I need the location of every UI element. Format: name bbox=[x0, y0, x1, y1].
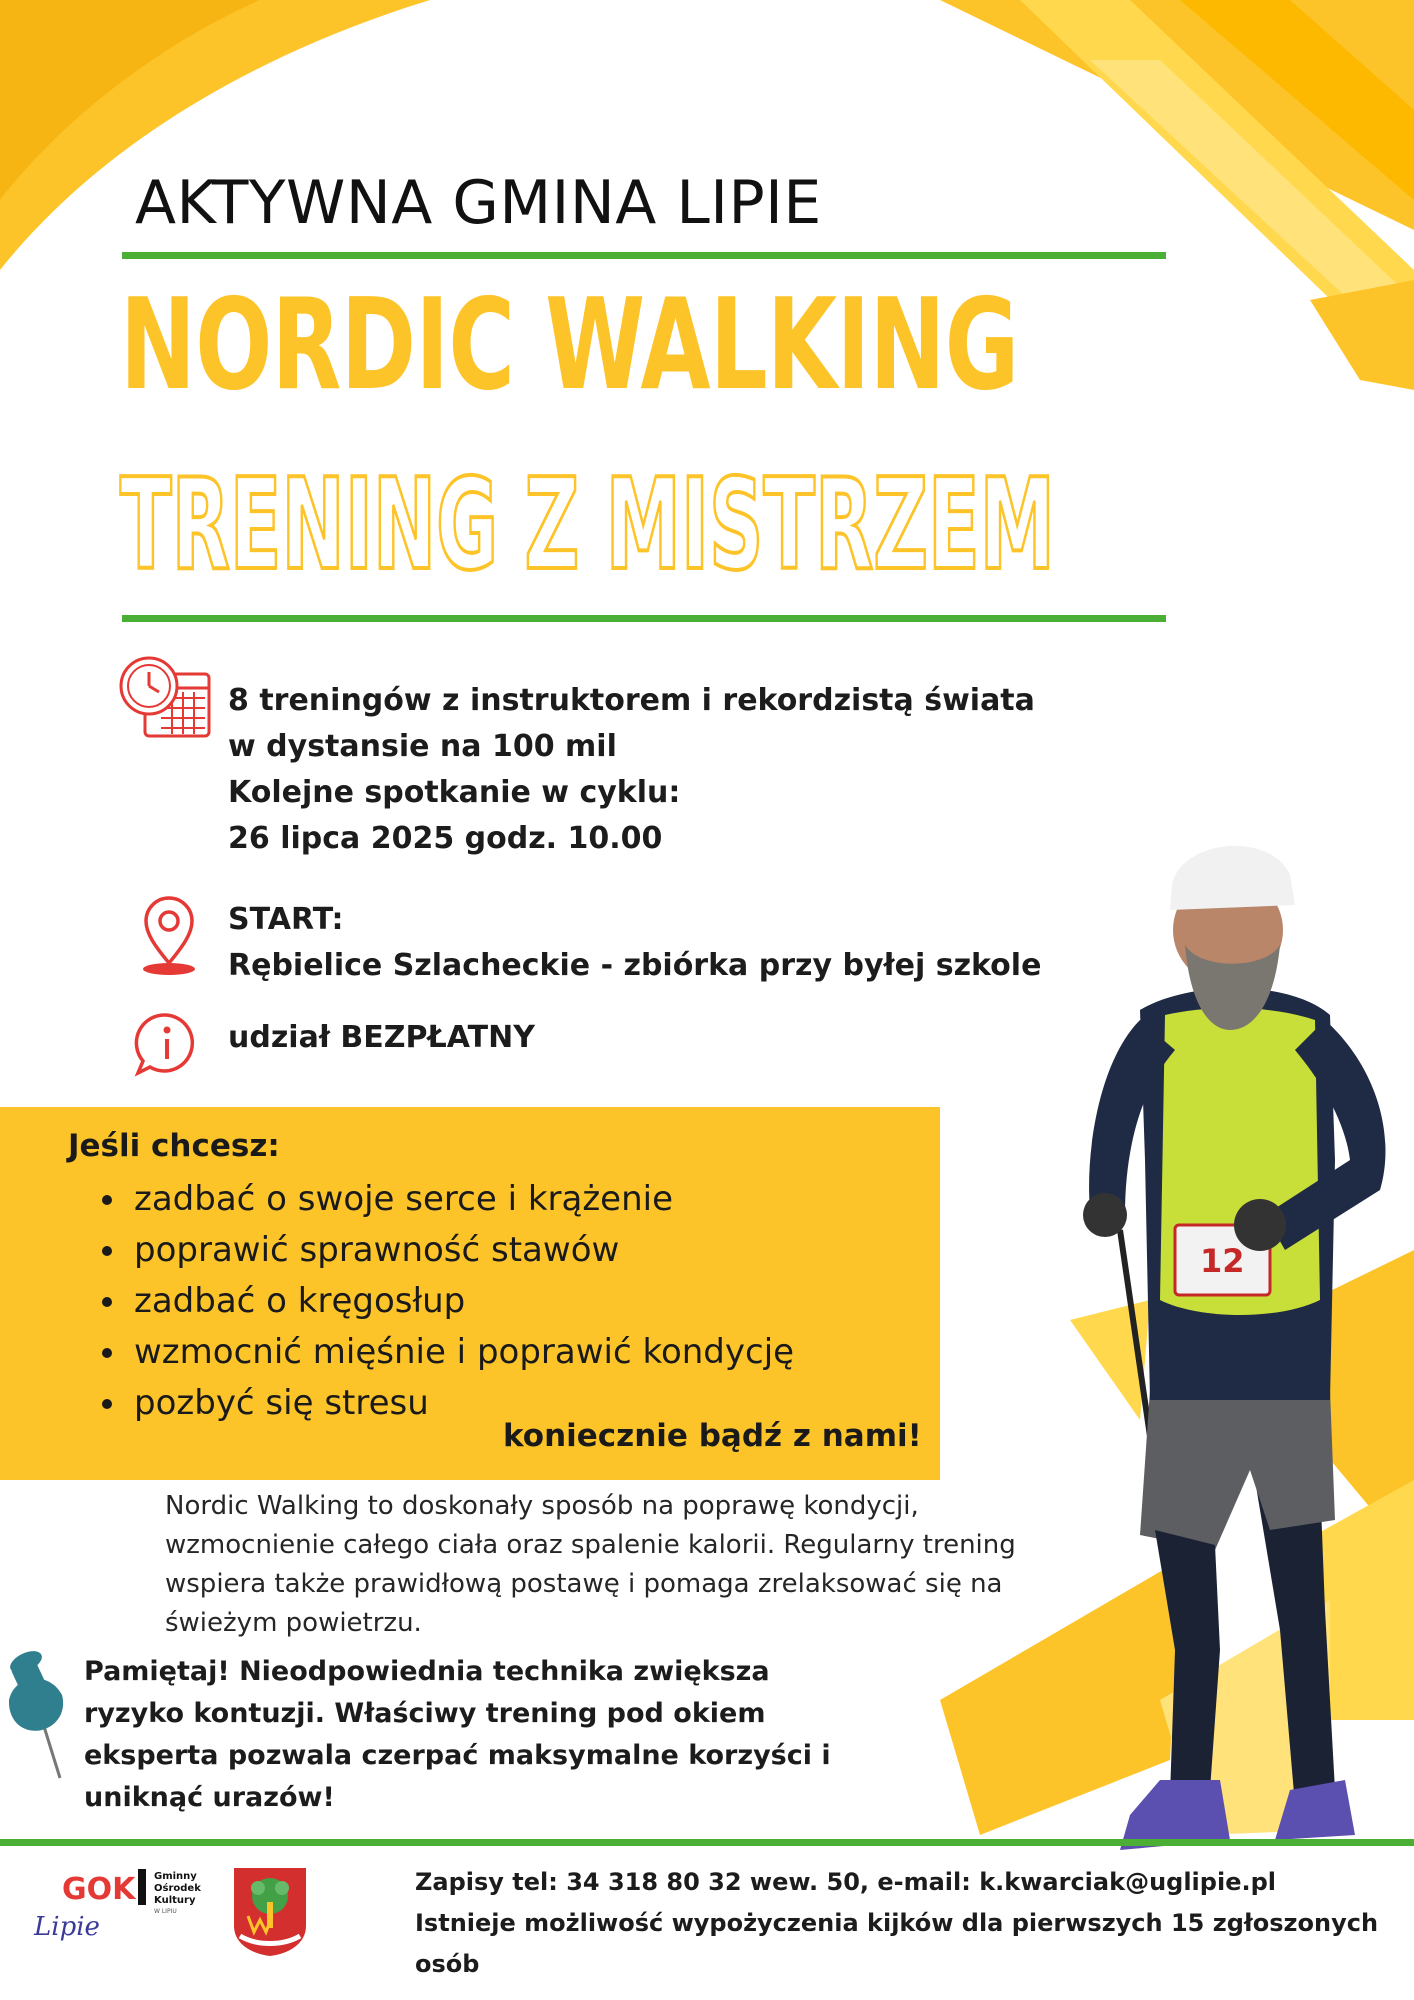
list-item: zadbać o kręgosłup bbox=[94, 1276, 794, 1327]
schedule-info bbox=[228, 678, 1035, 862]
schedule-line: w dystansie na 100 mil bbox=[228, 729, 617, 764]
subtitle-outline: TRENING Z MISTRZEM bbox=[120, 451, 1055, 598]
info-bubble-icon bbox=[132, 1011, 200, 1077]
title-divider-bottom bbox=[122, 615, 1166, 622]
description-text: Nordic Walking to doskonały sposób na poprawę kondycji, wzmocnienie całego ciała oraz spalenie kalorii. Regularny trening wspiera także prawidłową postawę i pomaga zrelaksować się na świeżym powietrzu. bbox=[165, 1491, 1016, 1638]
call-to-action: koniecznie bądź z nami! bbox=[503, 1418, 922, 1454]
title-divider-top bbox=[122, 252, 1166, 259]
calendar-clock-icon bbox=[117, 652, 217, 742]
pole-rental-note: Istnieje możliwość wypożyczenia kijków dla pierwszych 15 zgłoszonych osób bbox=[415, 1909, 1379, 1978]
safety-reminder: Pamiętaj! Nieodpowiednia technika zwiększa ryzyko kontuzji. Właściwy trening pod okiem eksperta pozwala czerpać maksymalne korzyści i uniknąć urazów! bbox=[84, 1656, 831, 1813]
gok-script: Lipie bbox=[34, 1912, 100, 1942]
location-pin-icon bbox=[140, 895, 198, 977]
gok-letters: GOK bbox=[62, 1872, 136, 1907]
gok-name-line: Gminny bbox=[154, 1871, 197, 1882]
list-item: poprawić sprawność stawów bbox=[94, 1225, 794, 1276]
push-pin-icon bbox=[4, 1650, 84, 1780]
main-title: NORDIC WALKING bbox=[120, 271, 1019, 418]
event-series-title: AKTYWNA GMINA LIPIE bbox=[135, 168, 822, 238]
start-label: START: bbox=[228, 902, 344, 937]
list-item: zadbać o swoje serce i krążenie bbox=[94, 1174, 794, 1225]
lipie-coat-of-arms bbox=[232, 1866, 308, 1958]
bib-number: 12 bbox=[1200, 1242, 1245, 1280]
next-meeting-date: 26 lipca 2025 godz. 10.00 bbox=[228, 821, 663, 856]
footer-divider bbox=[0, 1839, 1414, 1846]
start-place: Rębielice Szlacheckie - zbiórka przy byłej szkole bbox=[228, 948, 1042, 983]
runner-photo bbox=[1080, 830, 1410, 1850]
list-item: pozbyć się stresu bbox=[94, 1378, 794, 1429]
footer-info bbox=[415, 1862, 1395, 1985]
gok-lipie-logo bbox=[30, 1853, 220, 1948]
gok-name-line: Kultury bbox=[154, 1895, 196, 1906]
benefits-heading: Jeśli chcesz: bbox=[68, 1128, 280, 1164]
gok-name-line: W LIPIU bbox=[154, 1908, 177, 1915]
schedule-line: 8 treningów z instruktorem i rekordzistą świata bbox=[228, 683, 1035, 718]
start-info bbox=[228, 897, 1041, 989]
schedule-line: Kolejne spotkanie w cyklu: bbox=[228, 775, 681, 810]
contact-line: Zapisy tel: 34 318 80 32 wew. 50, e-mail: k.kwarciak@uglipie.pl bbox=[415, 1868, 1276, 1896]
benefits-list bbox=[94, 1174, 794, 1429]
fee-info: udział BEZPŁATNY bbox=[228, 1020, 535, 1055]
gok-name-line: Ośrodek bbox=[154, 1883, 201, 1894]
list-item: wzmocnić mięśnie i poprawić kondycję bbox=[94, 1327, 794, 1378]
